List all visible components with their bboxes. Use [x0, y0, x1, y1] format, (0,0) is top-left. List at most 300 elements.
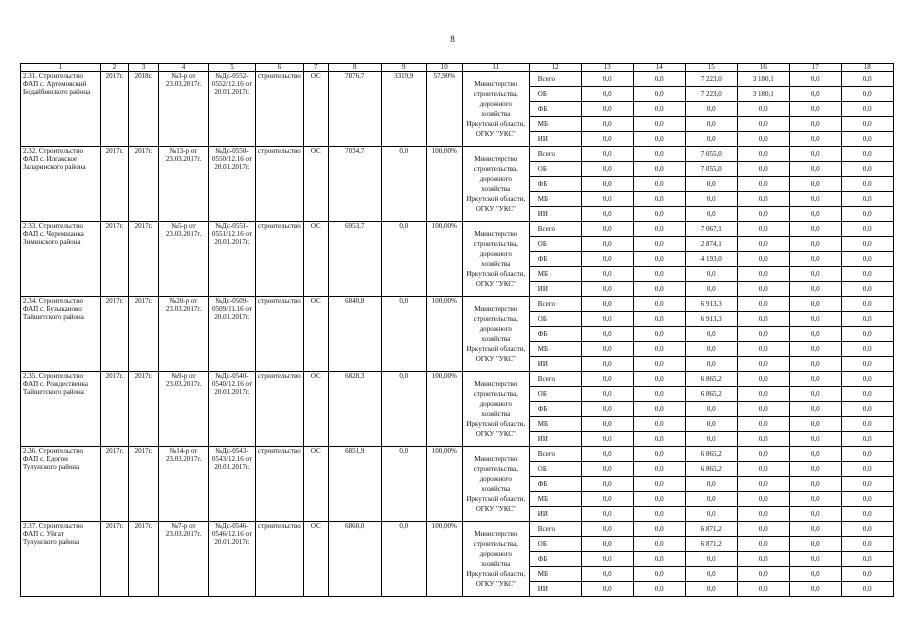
value-v18: 0,0: [841, 252, 893, 267]
value-v17: 0,0: [789, 372, 841, 387]
decree: №3-р от 23.03.2017г.: [159, 72, 209, 147]
value-v17: 0,0: [789, 357, 841, 372]
column-number-15: 15: [685, 64, 737, 72]
end-year: 2017г.: [129, 297, 159, 372]
value-v14: 0,0: [633, 507, 685, 522]
value-v18: 0,0: [841, 477, 893, 492]
value-v15: 4 193,0: [685, 252, 737, 267]
fund-source: ИИ: [529, 207, 581, 222]
work-type: строительство: [256, 522, 304, 597]
fund-source: Всего: [529, 147, 581, 162]
cost: 7034,7: [328, 147, 381, 222]
value-v14: 0,0: [633, 402, 685, 417]
value-v14: 0,0: [633, 267, 685, 282]
contract: №Дс-0552-0552/12.16 от 20.01.2017г.: [209, 72, 256, 147]
value-v15: 6 913,3: [685, 312, 737, 327]
value-v17: 0,0: [789, 192, 841, 207]
value-v13: 0,0: [581, 432, 633, 447]
value-v14: 0,0: [633, 177, 685, 192]
value-v17: 0,0: [789, 432, 841, 447]
value-v16: 0,0: [737, 327, 789, 342]
fund-source: Всего: [529, 297, 581, 312]
project-name: 2.31. Строительство ФАП с. Артемовский Бодайбинского района: [21, 72, 101, 147]
done: 0,0: [381, 147, 426, 222]
value-v16: 3 180,1: [737, 87, 789, 102]
value-v14: 0,0: [633, 312, 685, 327]
value-v14: 0,0: [633, 582, 685, 597]
fund-source: ФБ: [529, 102, 581, 117]
object-type: ОС: [303, 72, 328, 147]
percent: 57,90%: [426, 72, 462, 147]
value-v13: 0,0: [581, 552, 633, 567]
value-v16: 0,0: [737, 402, 789, 417]
percent: 100,00%: [426, 147, 462, 222]
value-v18: 0,0: [841, 147, 893, 162]
fund-source: ФБ: [529, 327, 581, 342]
value-v15: 0,0: [685, 582, 737, 597]
value-v14: 0,0: [633, 477, 685, 492]
value-v13: 0,0: [581, 222, 633, 237]
value-v18: 0,0: [841, 522, 893, 537]
value-v13: 0,0: [581, 282, 633, 297]
end-year: 2017г.: [129, 222, 159, 297]
column-number-13: 13: [581, 64, 633, 72]
value-v16: 0,0: [737, 117, 789, 132]
value-v13: 0,0: [581, 297, 633, 312]
value-v17: 0,0: [789, 282, 841, 297]
agency: Министерство строительства, дорожного хозяйства Иркутской области, ОГКУ "УКС": [462, 522, 529, 597]
work-type: строительство: [256, 72, 304, 147]
value-v13: 0,0: [581, 537, 633, 552]
fund-source: ОБ: [529, 537, 581, 552]
column-number-18: 18: [841, 64, 893, 72]
decree: №13-р от 23.03.2017г.: [159, 147, 209, 222]
value-v13: 0,0: [581, 387, 633, 402]
object-type: ОС: [303, 372, 328, 447]
fund-source: МБ: [529, 417, 581, 432]
done: 0,0: [381, 222, 426, 297]
object-type: ОС: [303, 447, 328, 522]
fund-source: ИИ: [529, 357, 581, 372]
value-v14: 0,0: [633, 447, 685, 462]
value-v13: 0,0: [581, 402, 633, 417]
agency: Министерство строительства, дорожного хозяйства Иркутской области, ОГКУ "УКС": [462, 447, 529, 522]
value-v15: 0,0: [685, 402, 737, 417]
decree: №14-р от 23.03.2017г.: [159, 447, 209, 522]
value-v13: 0,0: [581, 477, 633, 492]
value-v14: 0,0: [633, 237, 685, 252]
cost: 6953,7: [328, 222, 381, 297]
value-v16: 0,0: [737, 582, 789, 597]
value-v13: 0,0: [581, 267, 633, 282]
value-v14: 0,0: [633, 537, 685, 552]
value-v17: 0,0: [789, 207, 841, 222]
value-v18: 0,0: [841, 417, 893, 432]
value-v14: 0,0: [633, 522, 685, 537]
value-v15: 0,0: [685, 357, 737, 372]
value-v16: 0,0: [737, 252, 789, 267]
column-number-4: 4: [159, 64, 209, 72]
cost: 7876,7: [328, 72, 381, 147]
end-year: 2017г.: [129, 372, 159, 447]
value-v15: 0,0: [685, 117, 737, 132]
value-v18: 0,0: [841, 402, 893, 417]
column-number-3: 3: [129, 64, 159, 72]
value-v13: 0,0: [581, 102, 633, 117]
agency: Министерство строительства, дорожного хозяйства Иркутской области, ОГКУ "УКС": [462, 297, 529, 372]
cost: 6851,9: [328, 447, 381, 522]
value-v13: 0,0: [581, 72, 633, 87]
value-v18: 0,0: [841, 192, 893, 207]
value-v15: 0,0: [685, 267, 737, 282]
column-number-10: 10: [426, 64, 462, 72]
value-v13: 0,0: [581, 162, 633, 177]
value-v16: 0,0: [737, 342, 789, 357]
value-v15: 6 865,2: [685, 447, 737, 462]
column-number-2: 2: [101, 64, 129, 72]
value-v16: 0,0: [737, 267, 789, 282]
column-number-8: 8: [328, 64, 381, 72]
value-v14: 0,0: [633, 162, 685, 177]
table-row: [21, 72, 894, 87]
fund-source: МБ: [529, 192, 581, 207]
value-v16: 0,0: [737, 357, 789, 372]
value-v14: 0,0: [633, 462, 685, 477]
value-v15: 6 913,3: [685, 297, 737, 312]
fund-source: МБ: [529, 342, 581, 357]
percent: 100,00%: [426, 372, 462, 447]
start-year: 2017г.: [101, 297, 129, 372]
program-table: [20, 63, 894, 597]
value-v13: 0,0: [581, 567, 633, 582]
done: 0,0: [381, 372, 426, 447]
value-v17: 0,0: [789, 222, 841, 237]
value-v16: 0,0: [737, 492, 789, 507]
value-v17: 0,0: [789, 402, 841, 417]
fund-source: Всего: [529, 222, 581, 237]
value-v18: 0,0: [841, 342, 893, 357]
project-name: 2.34. Строительство ФАП с. Бузыканово Тайшетского района: [21, 297, 101, 372]
value-v14: 0,0: [633, 357, 685, 372]
end-year: 2017г.: [129, 447, 159, 522]
column-number-9: 9: [381, 64, 426, 72]
value-v16: 0,0: [737, 417, 789, 432]
value-v16: 0,0: [737, 192, 789, 207]
value-v18: 0,0: [841, 357, 893, 372]
value-v15: 7 223,0: [685, 72, 737, 87]
value-v16: 0,0: [737, 282, 789, 297]
value-v15: 0,0: [685, 552, 737, 567]
table-row: [21, 447, 894, 462]
value-v15: 0,0: [685, 207, 737, 222]
work-type: строительство: [256, 447, 304, 522]
fund-source: ИИ: [529, 582, 581, 597]
value-v14: 0,0: [633, 417, 685, 432]
value-v18: 0,0: [841, 177, 893, 192]
value-v15: 7 067,1: [685, 222, 737, 237]
value-v17: 0,0: [789, 342, 841, 357]
value-v18: 0,0: [841, 132, 893, 147]
value-v18: 0,0: [841, 222, 893, 237]
fund-source: ОБ: [529, 312, 581, 327]
value-v15: 7 055,0: [685, 162, 737, 177]
column-number-14: 14: [633, 64, 685, 72]
done: 0,0: [381, 297, 426, 372]
value-v16: 0,0: [737, 567, 789, 582]
value-v18: 0,0: [841, 237, 893, 252]
value-v15: 0,0: [685, 567, 737, 582]
end-year: 2018г.: [129, 72, 159, 147]
value-v14: 0,0: [633, 192, 685, 207]
value-v14: 0,0: [633, 567, 685, 582]
value-v16: 0,0: [737, 102, 789, 117]
percent: 100,00%: [426, 522, 462, 597]
project-name: 2.35. Строительство ФАП с. Рождественка Тайшетского района: [21, 372, 101, 447]
fund-source: ОБ: [529, 387, 581, 402]
table-body: [21, 64, 894, 597]
value-v16: 0,0: [737, 477, 789, 492]
value-v17: 0,0: [789, 87, 841, 102]
value-v18: 0,0: [841, 87, 893, 102]
value-v16: 0,0: [737, 537, 789, 552]
value-v16: 0,0: [737, 387, 789, 402]
value-v13: 0,0: [581, 507, 633, 522]
value-v13: 0,0: [581, 132, 633, 147]
value-v13: 0,0: [581, 312, 633, 327]
value-v14: 0,0: [633, 492, 685, 507]
value-v18: 0,0: [841, 312, 893, 327]
table-row: [21, 522, 894, 537]
decree: №5-р от 23.03.2017г.: [159, 222, 209, 297]
value-v17: 0,0: [789, 477, 841, 492]
work-type: строительство: [256, 372, 304, 447]
object-type: ОС: [303, 522, 328, 597]
fund-source: ИИ: [529, 507, 581, 522]
agency: Министерство строительства, дорожного хозяйства Иркутской области, ОГКУ "УКС": [462, 72, 529, 147]
value-v15: 0,0: [685, 432, 737, 447]
value-v17: 0,0: [789, 102, 841, 117]
page-number: 8: [450, 34, 455, 44]
value-v18: 0,0: [841, 162, 893, 177]
value-v15: 6 871,2: [685, 537, 737, 552]
column-number-5: 5: [209, 64, 256, 72]
value-v17: 0,0: [789, 582, 841, 597]
column-number-17: 17: [789, 64, 841, 72]
fund-source: МБ: [529, 567, 581, 582]
done: 3319,9: [381, 72, 426, 147]
fund-source: ИИ: [529, 282, 581, 297]
value-v17: 0,0: [789, 297, 841, 312]
value-v17: 0,0: [789, 132, 841, 147]
table-row: [21, 372, 894, 387]
value-v15: 7 055,0: [685, 147, 737, 162]
value-v16: 0,0: [737, 372, 789, 387]
fund-source: ОБ: [529, 462, 581, 477]
value-v13: 0,0: [581, 462, 633, 477]
value-v17: 0,0: [789, 492, 841, 507]
value-v18: 0,0: [841, 207, 893, 222]
project-name: 2.33. Строительство ФАП с. Черемшанка Зиминского района: [21, 222, 101, 297]
value-v17: 0,0: [789, 252, 841, 267]
value-v18: 0,0: [841, 102, 893, 117]
fund-source: ФБ: [529, 477, 581, 492]
value-v16: 0,0: [737, 462, 789, 477]
value-v15: 0,0: [685, 282, 737, 297]
done: 0,0: [381, 522, 426, 597]
value-v15: 0,0: [685, 507, 737, 522]
value-v16: 0,0: [737, 552, 789, 567]
value-v13: 0,0: [581, 447, 633, 462]
fund-source: Всего: [529, 447, 581, 462]
fund-source: ОБ: [529, 162, 581, 177]
fund-source: Всего: [529, 372, 581, 387]
value-v16: 0,0: [737, 207, 789, 222]
value-v15: 0,0: [685, 327, 737, 342]
percent: 100,00%: [426, 222, 462, 297]
value-v13: 0,0: [581, 357, 633, 372]
value-v13: 0,0: [581, 372, 633, 387]
value-v13: 0,0: [581, 582, 633, 597]
value-v18: 0,0: [841, 432, 893, 447]
value-v17: 0,0: [789, 162, 841, 177]
decree: №20-р от 23.03.2017г.: [159, 297, 209, 372]
agency: Министерство строительства, дорожного хозяйства Иркутской области, ОГКУ "УКС": [462, 147, 529, 222]
value-v15: 0,0: [685, 192, 737, 207]
start-year: 2017г.: [101, 222, 129, 297]
value-v14: 0,0: [633, 372, 685, 387]
value-v17: 0,0: [789, 522, 841, 537]
value-v17: 0,0: [789, 117, 841, 132]
value-v18: 0,0: [841, 327, 893, 342]
value-v14: 0,0: [633, 102, 685, 117]
work-type: строительство: [256, 147, 304, 222]
value-v15: 0,0: [685, 342, 737, 357]
value-v14: 0,0: [633, 327, 685, 342]
fund-source: Всего: [529, 72, 581, 87]
value-v15: 0,0: [685, 177, 737, 192]
fund-source: ОБ: [529, 237, 581, 252]
value-v14: 0,0: [633, 147, 685, 162]
value-v17: 0,0: [789, 387, 841, 402]
work-type: строительство: [256, 222, 304, 297]
value-v17: 0,0: [789, 312, 841, 327]
end-year: 2017г.: [129, 147, 159, 222]
value-v16: 0,0: [737, 447, 789, 462]
agency: Министерство строительства, дорожного хозяйства Иркутской области, ОГКУ "УКС": [462, 222, 529, 297]
value-v13: 0,0: [581, 177, 633, 192]
table-row: [21, 297, 894, 312]
start-year: 2017г.: [101, 372, 129, 447]
value-v17: 0,0: [789, 177, 841, 192]
column-number-12: 12: [529, 64, 581, 72]
value-v18: 0,0: [841, 72, 893, 87]
value-v18: 0,0: [841, 447, 893, 462]
value-v18: 0,0: [841, 567, 893, 582]
value-v17: 0,0: [789, 537, 841, 552]
value-v17: 0,0: [789, 447, 841, 462]
value-v15: 2 874,1: [685, 237, 737, 252]
object-type: ОС: [303, 297, 328, 372]
value-v14: 0,0: [633, 222, 685, 237]
fund-source: ОБ: [529, 87, 581, 102]
object-type: ОС: [303, 147, 328, 222]
value-v14: 0,0: [633, 432, 685, 447]
value-v16: 0,0: [737, 132, 789, 147]
start-year: 2017г.: [101, 147, 129, 222]
column-number-7: 7: [303, 64, 328, 72]
value-v15: 0,0: [685, 492, 737, 507]
fund-source: ИИ: [529, 132, 581, 147]
column-number-row: [21, 64, 894, 72]
start-year: 2017г.: [101, 447, 129, 522]
cost: 6840,8: [328, 297, 381, 372]
value-v18: 0,0: [841, 507, 893, 522]
value-v14: 0,0: [633, 72, 685, 87]
contract: №Дс-0546-0546/12.16 от 20.01.2017г.: [209, 522, 256, 597]
end-year: 2017г.: [129, 522, 159, 597]
value-v14: 0,0: [633, 297, 685, 312]
value-v18: 0,0: [841, 117, 893, 132]
done: 0,0: [381, 447, 426, 522]
value-v13: 0,0: [581, 522, 633, 537]
value-v18: 0,0: [841, 267, 893, 282]
value-v13: 0,0: [581, 252, 633, 267]
value-v17: 0,0: [789, 147, 841, 162]
value-v15: 0,0: [685, 417, 737, 432]
decree: №7-р от 23.03.2017г.: [159, 522, 209, 597]
value-v16: 0,0: [737, 522, 789, 537]
value-v13: 0,0: [581, 492, 633, 507]
fund-source: ФБ: [529, 252, 581, 267]
value-v14: 0,0: [633, 207, 685, 222]
value-v17: 0,0: [789, 462, 841, 477]
cost: 6828,3: [328, 372, 381, 447]
value-v13: 0,0: [581, 87, 633, 102]
value-v17: 0,0: [789, 567, 841, 582]
value-v13: 0,0: [581, 237, 633, 252]
contract: №Дс-0509-0509/11.16 от 20.01.2017г.: [209, 297, 256, 372]
value-v17: 0,0: [789, 237, 841, 252]
table-row: [21, 222, 894, 237]
contract: №Дс-0551-0551/12.16 от 20.01.2017г.: [209, 222, 256, 297]
object-type: ОС: [303, 222, 328, 297]
fund-source: ФБ: [529, 177, 581, 192]
start-year: 2017г.: [101, 72, 129, 147]
value-v17: 0,0: [789, 417, 841, 432]
value-v13: 0,0: [581, 192, 633, 207]
value-v14: 0,0: [633, 252, 685, 267]
project-name: 2.36. Строительство ФАП с. Едогон Тулунского района: [21, 447, 101, 522]
value-v14: 0,0: [633, 282, 685, 297]
value-v15: 6 865,2: [685, 462, 737, 477]
value-v18: 0,0: [841, 537, 893, 552]
column-number-11: 11: [462, 64, 529, 72]
value-v17: 0,0: [789, 552, 841, 567]
value-v17: 0,0: [789, 507, 841, 522]
value-v13: 0,0: [581, 117, 633, 132]
value-v17: 0,0: [789, 72, 841, 87]
value-v13: 0,0: [581, 342, 633, 357]
value-v14: 0,0: [633, 132, 685, 147]
column-number-16: 16: [737, 64, 789, 72]
contract: №Дс-0543-0543/12.16 от 20.01.2017г.: [209, 447, 256, 522]
value-v18: 0,0: [841, 462, 893, 477]
value-v13: 0,0: [581, 207, 633, 222]
value-v18: 0,0: [841, 492, 893, 507]
decree: №9-р от 23.03.2017г.: [159, 372, 209, 447]
value-v18: 0,0: [841, 372, 893, 387]
table-row: [21, 147, 894, 162]
